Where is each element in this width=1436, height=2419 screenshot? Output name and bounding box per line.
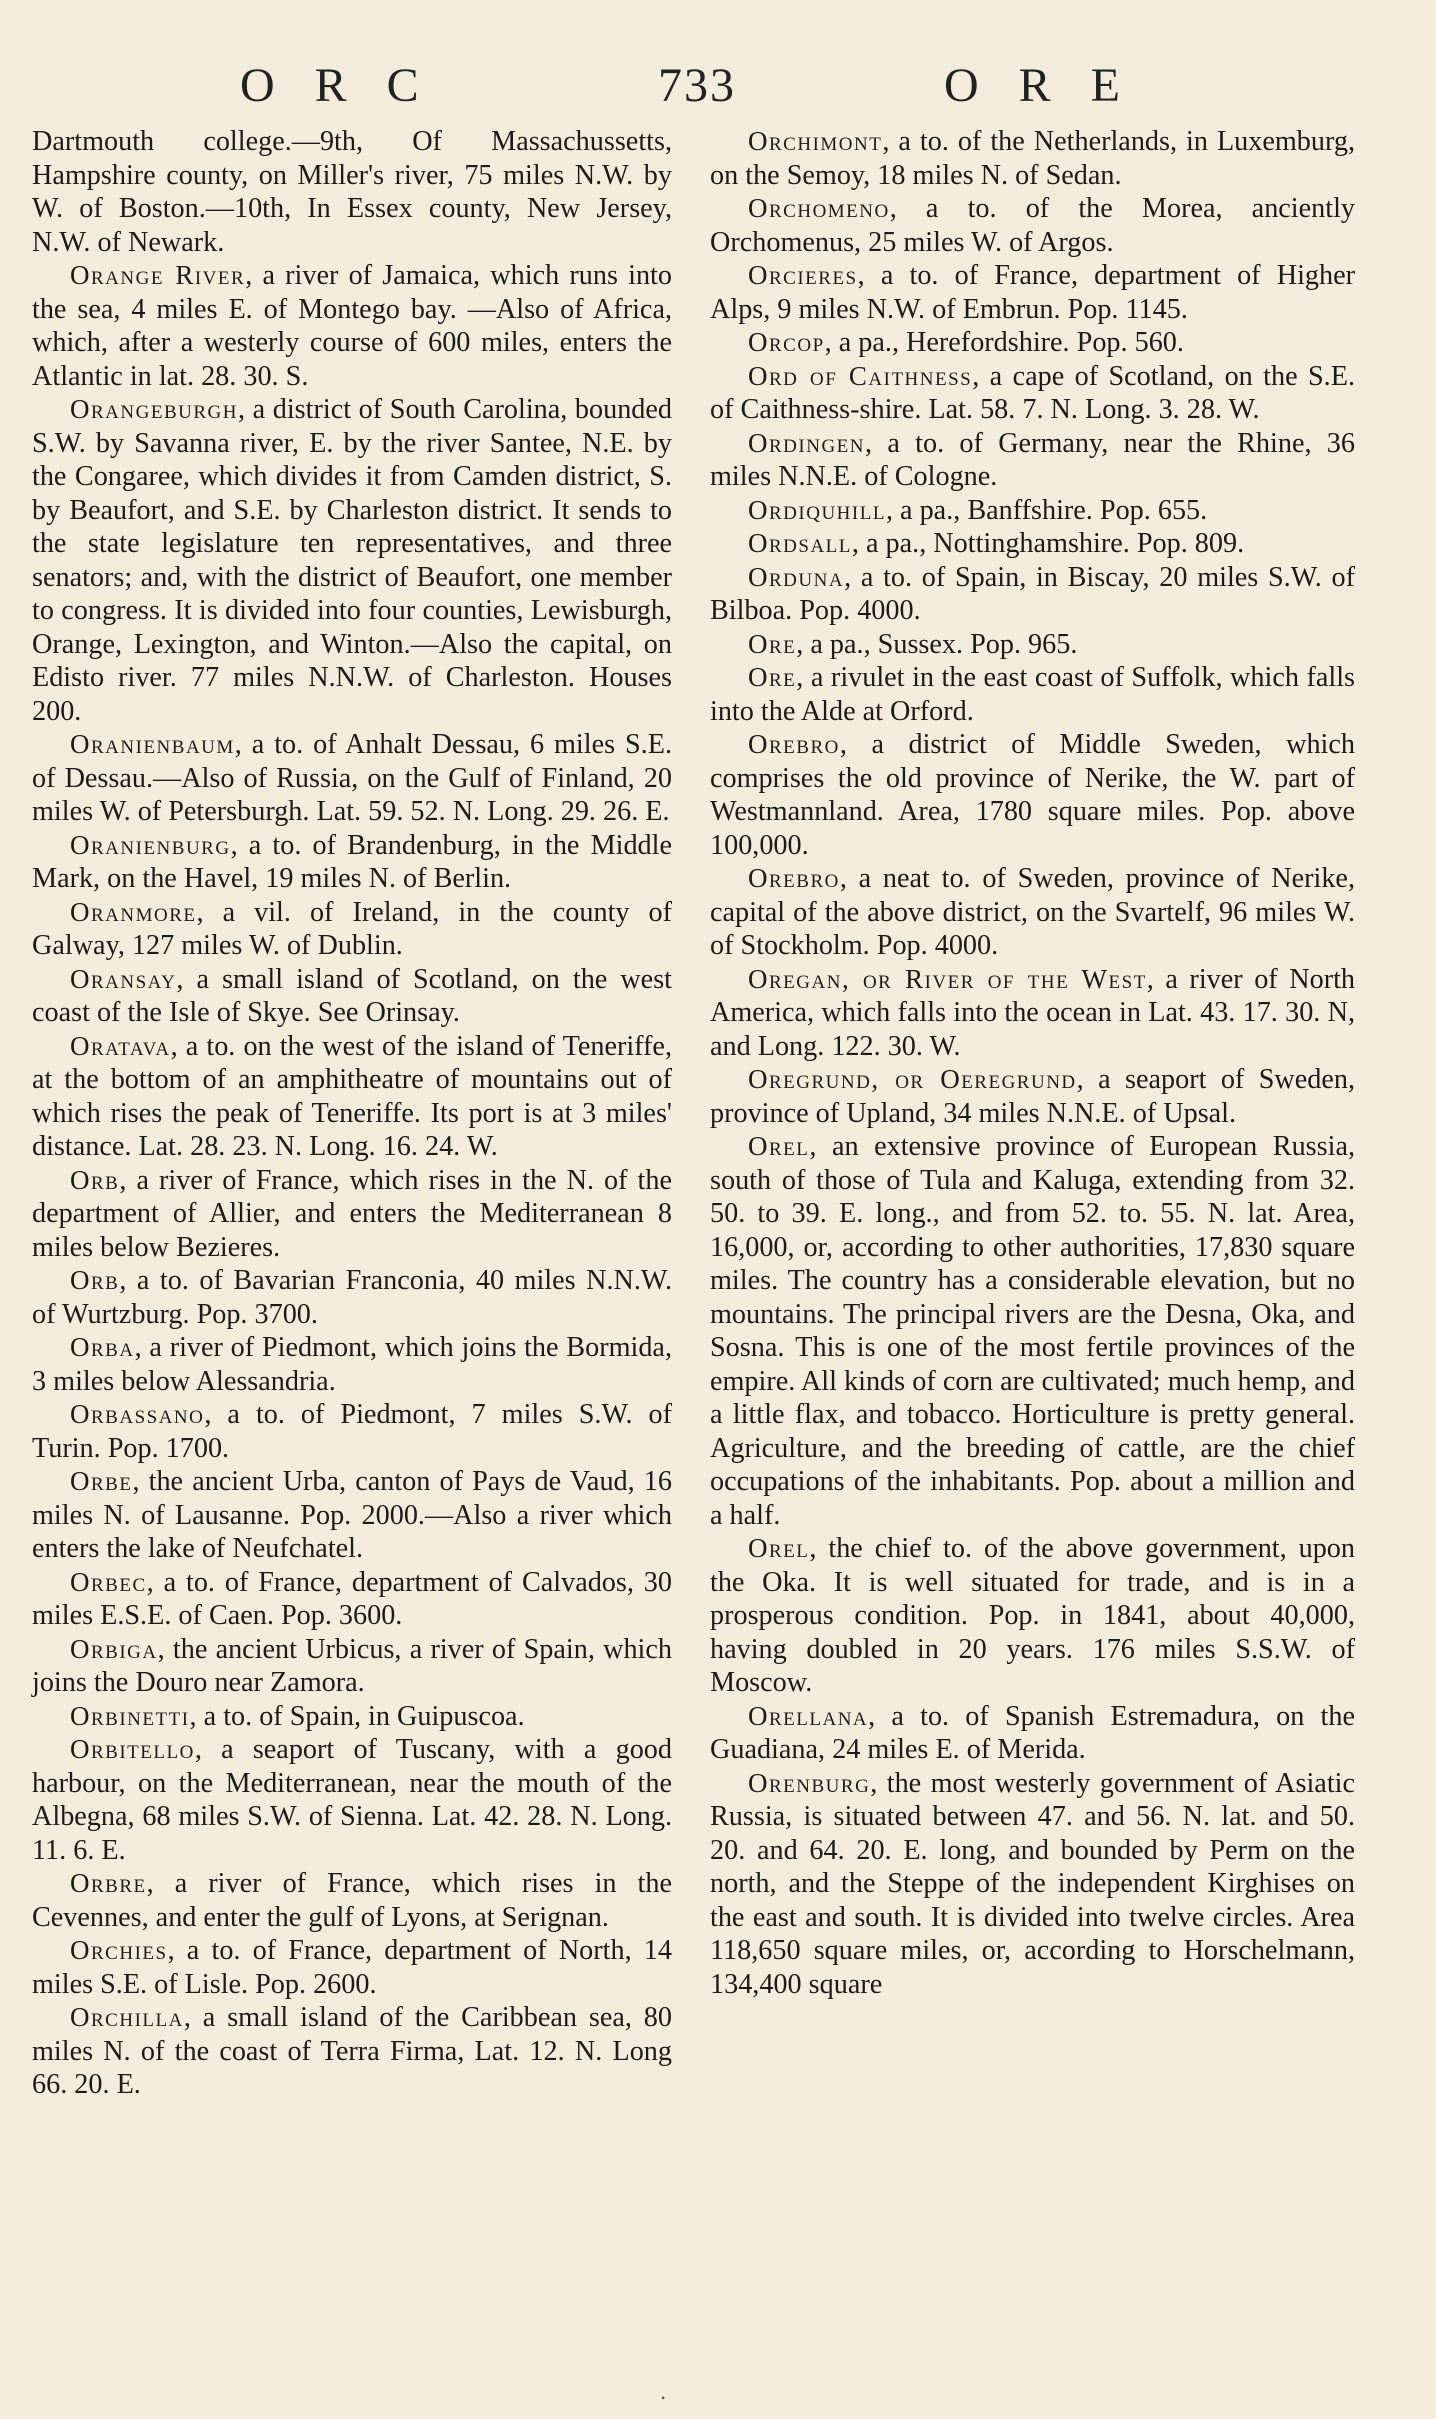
- gazetteer-entry: [32, 1566, 672, 1633]
- entry-headword: Orcop: [748, 327, 825, 357]
- entry-headword: Orchomeno: [748, 193, 890, 223]
- entry-text: , a to. of Spanish Estremadura, on the Guadiana, 24 miles E. of Merida.: [710, 1700, 1355, 1765]
- entry-headword: Orangeburgh: [70, 394, 238, 424]
- entry-headword: Orellana: [748, 1700, 869, 1731]
- gazetteer-entry: [32, 125, 672, 259]
- header-right-guideword: ORE: [944, 59, 1160, 112]
- gazetteer-entry: [710, 326, 1355, 360]
- gazetteer-entry: [710, 628, 1355, 662]
- entry-headword: Orenburg: [748, 1767, 871, 1798]
- gazetteer-entry: [710, 192, 1355, 259]
- footer-mark: .: [660, 2380, 667, 2404]
- entry-text: , a district of Middle Sweden, which comprises the old province of Nerike, the W. part of Westmannland. Area, 1780 square miles. Pop. above 100,000.: [710, 729, 1355, 861]
- entry-text: , a neat to. of Sweden, province of Nerike, capital of the above district, on the Svartelf, 96 miles W. of Stockholm. Pop. 4000.: [710, 863, 1355, 961]
- page-header: [0, 56, 1436, 116]
- page-number: 733: [658, 59, 736, 112]
- gazetteer-entry: [32, 393, 672, 728]
- entry-text: , a pa., Nottinghamshire. Pop. 809.: [851, 528, 1245, 559]
- entry-headword: Orba: [70, 1332, 135, 1362]
- gazetteer-entry: [32, 1867, 672, 1934]
- entry-text: , a pa., Herefordshire. Pop. 560.: [824, 327, 1184, 358]
- entry-headword: Orange River: [70, 260, 246, 290]
- entry-headword: Oregan, or River of the West: [748, 963, 1147, 994]
- entry-text: , a vil. of Ireland, in the county of Galway, 127 miles W. of Dublin.: [32, 896, 672, 961]
- entry-headword: Orbinetti: [70, 1700, 190, 1731]
- entry-headword: Orchies: [70, 1935, 168, 1965]
- gazetteer-entry: [710, 1532, 1355, 1700]
- entry-text: , a to. of France, department of Higher Alps, 9 miles N.W. of Embrun. Pop. 1145.: [710, 260, 1355, 325]
- gazetteer-entry: [710, 561, 1355, 628]
- entry-headword: Orbitello: [70, 1734, 195, 1764]
- gazetteer-entry: [32, 728, 672, 829]
- entry-headword: Orebro: [748, 863, 840, 893]
- gazetteer-entry: [710, 1063, 1355, 1130]
- gazetteer-entry: [710, 427, 1355, 494]
- entry-text: , a to. of the Netherlands, in Luxemburg, on the Semoy, 18 miles N. of Sedan.: [710, 126, 1355, 191]
- entry-headword: Orcieres: [748, 260, 858, 290]
- gazetteer-entry: [32, 1633, 672, 1700]
- entry-text: Dartmouth college.—9th, Of Massachussetts, Hampshire county, on Miller's river, 75 miles N.W. by W. of Boston.—10th, In Essex county, New Jersey, N.W. of Newark.: [32, 126, 672, 258]
- entry-text: , a river of France, which rises in the N. of the department of Allier, and enters the Mediterranean 8 miles below Bezieres.: [32, 1164, 672, 1263]
- entry-headword: Orb: [70, 1265, 120, 1295]
- entry-headword: Oratava: [70, 1030, 171, 1061]
- gazetteer-entry: [710, 862, 1355, 963]
- gazetteer-entry: [710, 1767, 1355, 2002]
- entry-text: , the ancient Urbicus, a river of Spain, which joins the Douro near Zamora.: [32, 1633, 672, 1698]
- entry-headword: Oregrund, or Oeregrund: [748, 1064, 1077, 1094]
- gazetteer-entry: [710, 360, 1355, 427]
- entry-text: , a cape of Scotland, on the S.E. of Caithness-shire. Lat. 58. 7. N. Long. 3. 28. W.: [710, 360, 1355, 425]
- entry-headword: Oranienburg: [70, 829, 231, 860]
- gazetteer-entry: [32, 1934, 672, 2001]
- gazetteer-entry: [710, 527, 1355, 561]
- gazetteer-entry: [32, 829, 672, 896]
- entry-headword: Orchimont: [748, 126, 883, 156]
- entry-text: , a river of North America, which falls into the ocean in Lat. 43. 17. 30. N, and Long. 122. 30. W.: [710, 963, 1356, 1062]
- gazetteer-entry: [32, 259, 672, 393]
- entry-headword: Orchilla: [70, 2002, 184, 2032]
- gazetteer-entry: [32, 1465, 672, 1566]
- entry-text: , a small island of the Caribbean sea, 80 miles N. of the coast of Terra Firma, Lat. 12. N. Long 66. 20. E.: [32, 2002, 672, 2100]
- entry-text: , the ancient Urba, canton of Pays de Vaud, 16 miles N. of Lausanne. Pop. 2000.—Also a river which enters the lake of Neufchatel.: [32, 1466, 672, 1564]
- entry-headword: Orel: [748, 1131, 810, 1161]
- entry-text: , a small island of Scotland, on the west coast of the Isle of Skye. See Orinsay.: [32, 963, 672, 1028]
- gazetteer-entry: [32, 1264, 672, 1331]
- entry-text: , a district of South Carolina, bounded S.W. by Savanna river, E. by the river Santee, N.E. by the Congaree, which divides it from Camden district, S. by Beaufort, and S.E. by Charleston district. It sends to the state legislature ten representatives, and three senators; and, with the district of Beaufort, one member to congress. It is divided into four counties, Lewisburgh, Orange, Lexington, and Winton.—Also the capital, on Edisto river. 77 miles N.N.W. of Charleston. Houses 200.: [32, 394, 672, 727]
- entry-text: , the chief to. of the above government, upon the Oka. It is well situated for trade, and is in a prosperous condition. Pop. in 1841, about 40,000, having doubled in 20 years. 176 miles S.S.W. of Moscow.: [710, 1533, 1355, 1698]
- entry-text: , a to. on the west of the island of Teneriffe, at the bottom of an amphitheatre of mountains out of which rises the peak of Teneriffe. Its port is at 3 miles' distance. Lat. 28. 23. N. Long. 16. 24. W.: [32, 1030, 672, 1162]
- entry-text: , a to. of Bavarian Franconia, 40 miles N.N.W. of Wurtzburg. Pop. 3700.: [32, 1265, 672, 1330]
- entry-text: , a rivulet in the east coast of Suffolk, which falls into the Alde at Orford.: [710, 662, 1355, 727]
- gazetteer-entry: [32, 1331, 672, 1398]
- entry-headword: Orbe: [70, 1466, 133, 1496]
- gazetteer-entry: [32, 1700, 672, 1734]
- entry-headword: Ordsall: [748, 528, 852, 558]
- gazetteer-entry: [32, 1398, 672, 1465]
- entry-text: , a seaport of Tuscany, with a good harbour, on the Mediterranean, near the mouth of the Albegna, 68 miles S.W. of Sienna. Lat. 42. 28. N. Long. 11. 6. E.: [32, 1734, 672, 1866]
- gazetteer-entry: [710, 1130, 1355, 1532]
- gazetteer-entry: [710, 728, 1355, 862]
- gazetteer-entry: [710, 661, 1355, 728]
- entry-text: , a to. of France, department of North, 14 miles S.E. of Lisle. Pop. 2600.: [32, 1935, 672, 2000]
- entry-headword: Oranmore: [70, 896, 197, 927]
- entry-headword: Orbassano: [70, 1399, 205, 1429]
- entry-text: , a to. of France, department of Calvados, 30 miles E.S.E. of Caen. Pop. 3600.: [32, 1566, 672, 1631]
- entry-headword: Oransay: [70, 963, 177, 994]
- entry-text: , the most westerly government of Asiatic Russia, is situated between 47. and 56. N. lat. and 50. 20. and 64. 20. E. long, and bounded by Perm on the north, and the Steppe of the independent Kirghises on the east and south. It is divided into twelve circles. Area 118,650 square miles, or, according to Horschelmann, 134,400 square: [710, 1767, 1355, 2000]
- entry-headword: Orbiga: [70, 1633, 158, 1664]
- entry-text: , a to. of the Morea, anciently Orchomenus, 25 miles W. of Argos.: [710, 193, 1355, 258]
- entry-text: , a to. of Spain, in Guipuscoa.: [189, 1700, 525, 1732]
- gazetteer-entry: [710, 1700, 1355, 1767]
- gazetteer-entry: [710, 963, 1355, 1064]
- entry-text: , a to. of Anhalt Dessau, 6 miles S.E. of Dessau.—Also of Russia, on the Gulf of Finland, 20 miles W. of Petersburgh. Lat. 59. 52. N. Long. 29. 26. E.: [32, 729, 672, 827]
- entry-headword: Orduna: [748, 561, 845, 592]
- gazetteer-entry: [710, 259, 1355, 326]
- entry-text: , a river of Piedmont, which joins the Bormida, 3 miles below Alessandria.: [32, 1332, 672, 1397]
- gazetteer-entry: [32, 1030, 672, 1164]
- entry-headword: Ordingen: [748, 427, 865, 458]
- right-column: [710, 125, 1355, 2001]
- entry-headword: Orebro: [748, 729, 840, 759]
- entry-text: , a pa., Banffshire. Pop. 655.: [885, 494, 1208, 526]
- left-column: [32, 125, 672, 2102]
- gazetteer-entry: [710, 494, 1355, 528]
- entry-text: , a river of France, which rises in the Cevennes, and enter the gulf of Lyons, at Serignan.: [32, 1868, 672, 1933]
- entry-headword: Orb: [70, 1164, 120, 1195]
- entry-text: , a seaport of Sweden, province of Upland, 34 miles N.N.E. of Upsal.: [710, 1064, 1355, 1129]
- entry-text: , a to. of Brandenburg, in the Middle Mark, on the Havel, 19 miles N. of Berlin.: [32, 829, 672, 894]
- gazetteer-entry: [32, 963, 672, 1030]
- entry-headword: Ore: [748, 628, 797, 659]
- entry-text: , a pa., Sussex. Pop. 965.: [796, 628, 1078, 660]
- gazetteer-entry: [32, 2001, 672, 2102]
- entry-headword: Ore: [748, 662, 797, 692]
- entry-headword: Orel: [748, 1533, 810, 1563]
- entry-text: , a to. of Piedmont, 7 miles S.W. of Turin. Pop. 1700.: [32, 1399, 672, 1464]
- entry-headword: Ordiquhill: [748, 494, 886, 525]
- entry-headword: Oranienbaum: [70, 729, 235, 759]
- entry-headword: Orbec: [70, 1566, 147, 1597]
- entry-text: , a to. of Spain, in Biscay, 20 miles S.W. of Bilboa. Pop. 4000.: [710, 561, 1355, 626]
- entry-headword: Ord of Caithness: [748, 360, 973, 391]
- gazetteer-entry: [32, 1164, 672, 1265]
- gazetteer-entry: [710, 125, 1355, 192]
- entry-text: , a river of Jamaica, which runs into the sea, 4 miles E. of Montego bay. —Also of Africa, which, after a westerly course of 600 miles, enters the Atlantic in lat. 28. 30. S.: [32, 260, 672, 392]
- entry-text: , an extensive province of European Russia, south of those of Tula and Kaluga, extending from 32. 50. to 39. E. long., and from 52. to. 55. N. lat. Area, 16,000, or, according to other authorities, 17,830 square miles. The country has a considerable elevation, but no mountains. The principal rivers are the Desna, Oka, and Sosna. This is one of the most fertile provinces of the empire. All kinds of corn are cultivated; much hemp, and a little flax, and tobacco. Horticulture is pretty general. Agriculture, and the breeding of cattle, are the chief occupations of the inhabitants. Pop. about a million and a half.: [710, 1131, 1355, 1531]
- header-left-guideword: ORC: [240, 59, 459, 112]
- gazetteer-entry: [32, 1733, 672, 1867]
- entry-text: , a to. of Germany, near the Rhine, 36 miles N.N.E. of Cologne.: [710, 427, 1355, 492]
- entry-headword: Orbre: [70, 1868, 147, 1898]
- gazetteer-entry: [32, 896, 672, 963]
